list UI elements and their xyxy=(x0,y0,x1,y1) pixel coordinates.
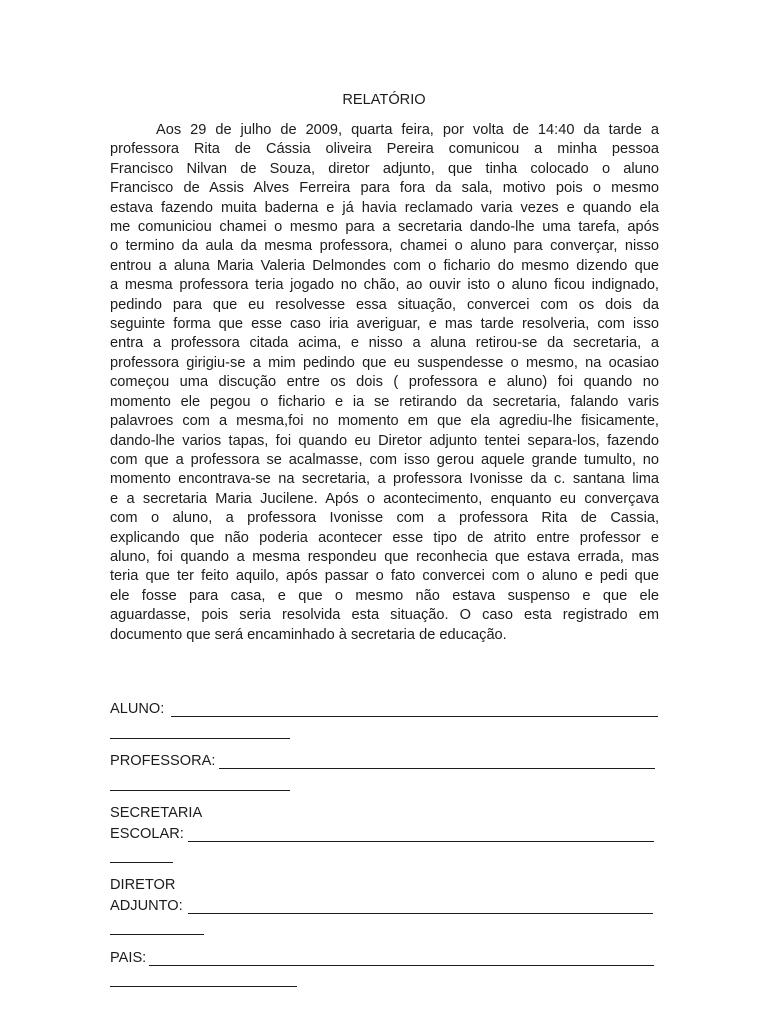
signature-line-pais-continued xyxy=(110,986,297,987)
paragraph-line: seguinte forma que esse caso iria averiguar, e mas tarde resolveria, com isso xyxy=(110,316,659,333)
paragraph-line: explicando que não poderia acontecer esse tipo de atrito entre professor e xyxy=(110,529,659,546)
paragraph-line: e a secretaria Maria Jucilene. Após o acontecimento, enquanto eu converçava xyxy=(110,490,659,507)
paragraph-line: Francisco de Assis Alves Ferreira para fora da sala, motivo pois o mesmo xyxy=(110,180,659,197)
paragraph-line: com que a professora se acalmasse, com isso gerou aquele grande tumulto, no xyxy=(110,451,659,468)
signature-line-professora xyxy=(219,768,655,769)
paragraph-line: Aos 29 de julho de 2009, quarta feira, por volta de 14:40 da tarde a xyxy=(156,122,659,138)
paragraph-line: professora Rita de Cássia oliveira Pereira comunicou a minha pessoa xyxy=(110,141,659,158)
signature-line-aluno xyxy=(171,716,658,717)
paragraph-line: aguardasse, pois seria resolvida esta situação. O caso esta registrado em xyxy=(110,607,659,624)
signature-line-pais xyxy=(149,965,654,966)
paragraph-line: ele fosse para casa, e que o mesmo não estava suspenso e que ele xyxy=(110,587,659,604)
paragraph-line: dando-lhe varios tapas, foi quando eu Diretor adjunto tentei separa-los, fazendo xyxy=(110,432,659,449)
paragraph-line: palavroes com a mesma,foi no momento em que ela agrediu-lhe fisicamente, xyxy=(110,413,659,430)
paragraph-line: a mesma professora teria jogado no chão, ao ouvir isto o aluno ficou indignado, xyxy=(110,277,659,294)
signature-line-diretor-continued xyxy=(110,934,204,935)
paragraph-line: estava fazendo muita baderna e já havia reclamado varia vezes e quando ela xyxy=(110,199,659,216)
paragraph-line: me comuniciou chamei o mesmo para a secretaria dando-lhe uma tarefa, após xyxy=(110,219,659,236)
signature-label-pais: PAIS: xyxy=(110,950,147,966)
paragraph-line: teria que ter feito aquilo, após passar o fato convercei com o aluno e pedi que xyxy=(110,568,659,585)
paragraph-line: momento ele pegou o fichario e ia se retirando da secretaria, falando varis xyxy=(110,393,659,410)
paragraph-line: documento que será encaminhado à secretaria de educação. xyxy=(110,626,507,643)
signature-label-escolar: ESCOLAR: xyxy=(110,826,184,842)
paragraph-line: entra a professora citada acima, e nisso a aluna retirou-se da secretaria, a xyxy=(110,335,659,352)
document-title: RELATÓRIO xyxy=(342,92,426,108)
signature-label-diretor: DIRETOR xyxy=(110,877,176,893)
paragraph-line: começou uma discução entre os dois ( professora e aluno) foi quando no xyxy=(110,374,659,391)
paragraph-line: pedindo para que eu resolvesse essa situação, convercei com os dois da xyxy=(110,296,659,313)
paragraph-line: entrou a aluna Maria Valeria Delmondes com o fichario do mesmo dizendo que xyxy=(110,257,659,274)
signature-line-professora-continued xyxy=(110,790,290,791)
signature-line-aluno-continued xyxy=(110,738,290,739)
signature-label-adjunto: ADJUNTO: xyxy=(110,898,183,914)
signature-label-professora: PROFESSORA: xyxy=(110,753,216,769)
paragraph-line: o termino da aula da mesma professora, chamei o aluno para converçar, nisso xyxy=(110,238,659,255)
paragraph-line: momento encontrava-se na secretaria, a professora Ivonisse da c. santana lima xyxy=(110,471,659,488)
signature-line-secretaria-continued xyxy=(110,862,173,863)
signature-line-secretaria xyxy=(188,841,654,842)
signature-line-diretor xyxy=(188,913,653,914)
report-paragraph xyxy=(110,121,659,645)
paragraph-line: aluno, foi quando a mesma respondeu que reconhecia que estava errada, mas xyxy=(110,548,659,565)
paragraph-line: professora girigiu-se a mim pedindo que eu suspendesse o mesmo, na ocasiao xyxy=(110,354,659,371)
paragraph-line: Francisco Nilvan de Souza, diretor adjunto, que tinha colocado o aluno xyxy=(110,160,659,177)
signature-label-aluno: ALUNO: xyxy=(110,701,165,717)
paragraph-line: com o aluno, a professora Ivonisse com a professora Rita de Cassia, xyxy=(110,510,659,527)
signature-label-secretaria: SECRETARIA xyxy=(110,805,203,821)
